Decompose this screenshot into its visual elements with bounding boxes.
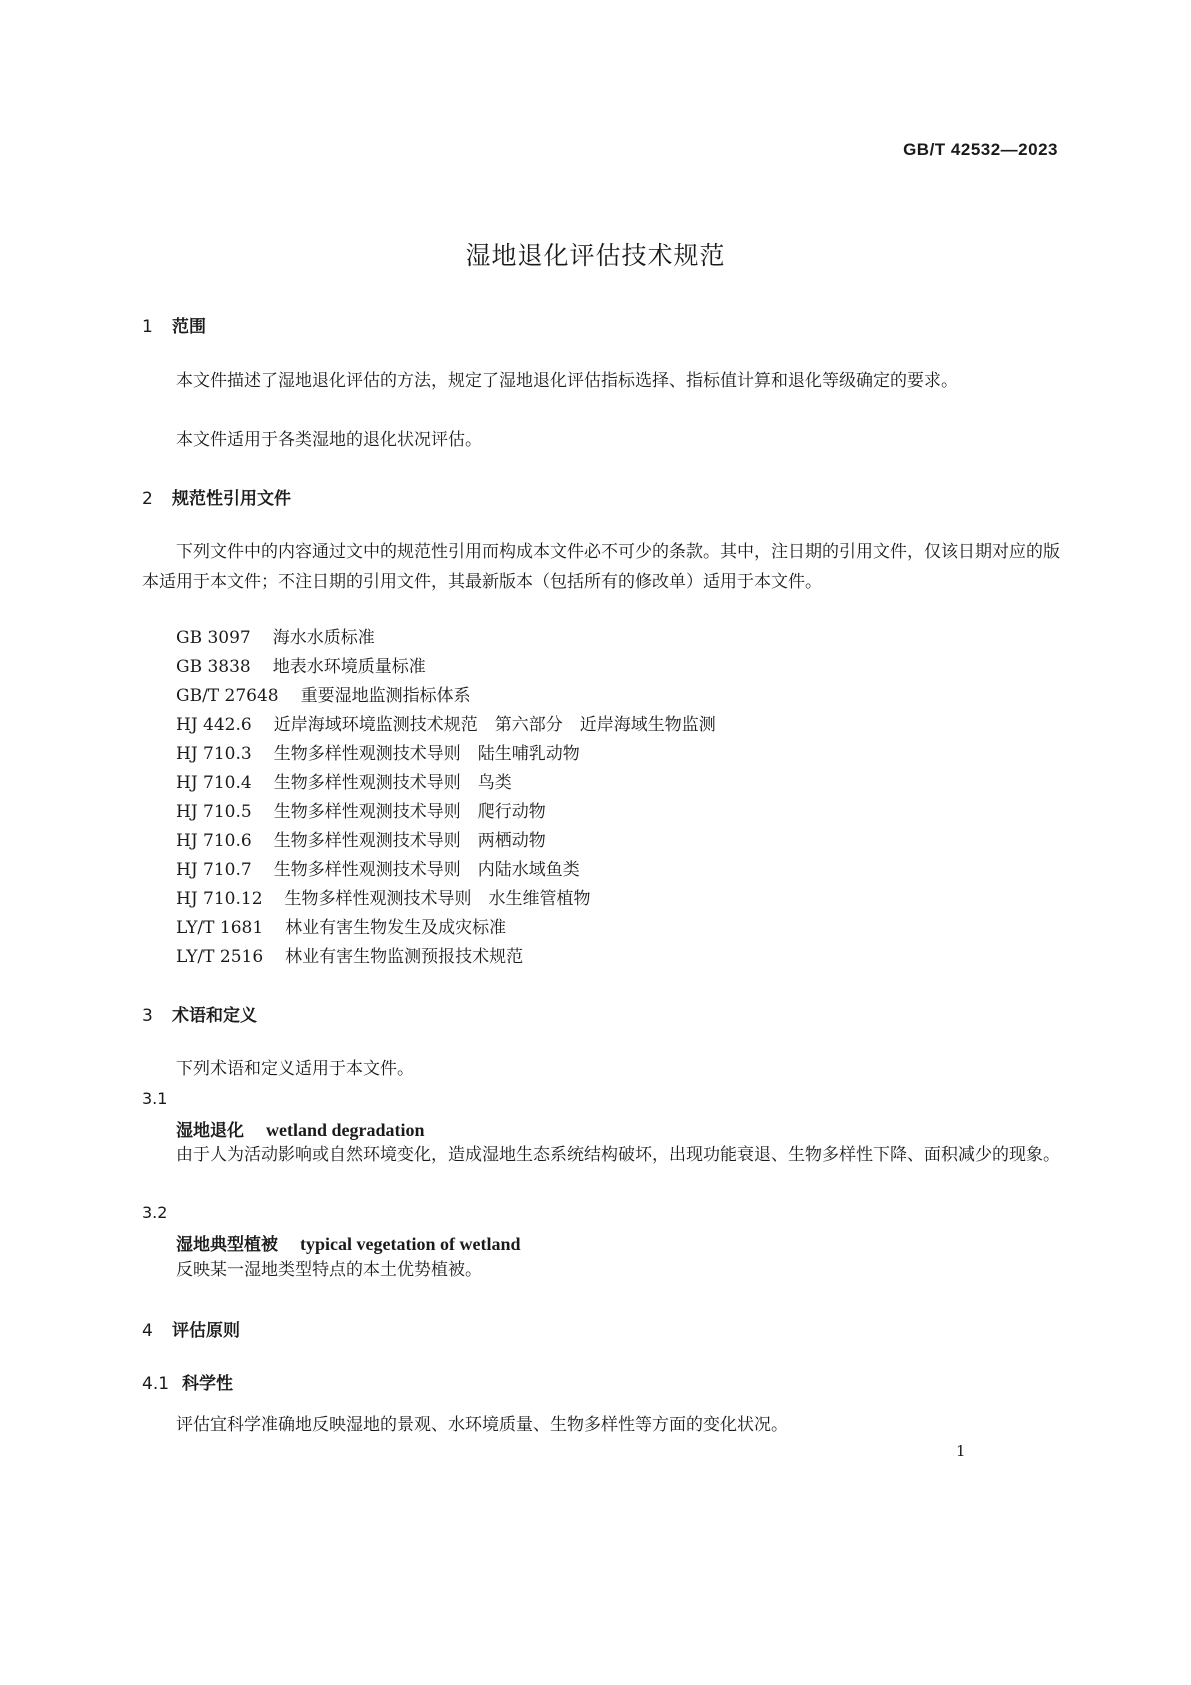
reference-code: HJ 710.4 <box>176 773 252 793</box>
reference-code: HJ 710.6 <box>176 831 252 851</box>
section-2-heading <box>142 484 291 509</box>
reference-title: 生物多样性观测技术导则 鸟类 <box>273 773 512 793</box>
section-1-heading <box>142 312 206 337</box>
subsection-title: 科学性 <box>182 1374 233 1394</box>
reference-code: HJ 710.3 <box>176 744 252 764</box>
reference-item <box>176 681 471 711</box>
reference-code: LY/T 1681 <box>176 918 264 938</box>
term-definition: 反映某一湿地类型特点的本土优势植被。 <box>176 1260 482 1280</box>
term-number: 3.2 <box>142 1203 168 1222</box>
section-2-paragraph: 下列文件中的内容通过文中的规范性引用而构成本文件必不可少的条款。其中，注日期的引用文件，仅该日期对应的版本适用于本文件；不注日期的引用文件，其最新版本（包括所有的修改单）适用于本文件。 <box>142 542 1060 592</box>
reference-item <box>176 710 716 740</box>
reference-item <box>176 855 580 885</box>
standard-code: GB/T 42532—2023 <box>903 140 1058 159</box>
reference-item <box>176 623 375 653</box>
term-en: wetland degradation <box>266 1120 425 1140</box>
section-title: 术语和定义 <box>172 1006 257 1026</box>
reference-title: 生物多样性观测技术导则 陆生哺乳动物 <box>273 744 580 764</box>
reference-title: 林业有害生物发生及成灾标准 <box>285 918 507 938</box>
reference-title: 重要湿地监测指标体系 <box>300 686 471 706</box>
reference-title: 生物多样性观测技术导则 水生维管植物 <box>284 889 591 909</box>
section-1-paragraph-1: 本文件描述了湿地退化评估的方法，规定了湿地退化评估指标选择、指标值计算和退化等级确定的要求。 <box>176 371 958 391</box>
term-title <box>176 1230 520 1255</box>
reference-item <box>176 884 591 914</box>
reference-item <box>176 942 523 972</box>
reference-code: HJ 710.12 <box>176 889 263 909</box>
section-number: 3 <box>142 1006 153 1026</box>
reference-code: LY/T 2516 <box>176 947 264 967</box>
reference-item <box>176 739 580 769</box>
section-1-paragraph-2: 本文件适用于各类湿地的退化状况评估。 <box>176 430 482 450</box>
section-4-heading <box>142 1316 240 1341</box>
reference-item <box>176 768 512 798</box>
section-number: 2 <box>142 489 153 509</box>
page-number: 1 <box>956 1442 966 1460</box>
reference-title: 近岸海域环境监测技术规范 第六部分 近岸海域生物监测 <box>273 715 716 735</box>
term-number: 3.1 <box>142 1089 168 1108</box>
subsection-4-1-text: 评估宜科学准确地反映湿地的景观、水环境质量、生物多样性等方面的变化状况。 <box>176 1415 788 1435</box>
term-definition: 由于人为活动影响或自然环境变化，造成湿地生态系统结构破坏，出现功能衰退、生物多样性下降、面积减少的现象。 <box>176 1145 1060 1165</box>
reference-code: HJ 710.7 <box>176 860 252 880</box>
reference-title: 林业有害生物监测预报技术规范 <box>285 947 524 967</box>
subsection-4-1-heading <box>142 1369 233 1394</box>
section-title: 范围 <box>172 317 206 337</box>
section-3-heading <box>142 1001 257 1026</box>
reference-title: 海水水质标准 <box>272 628 375 648</box>
reference-item <box>176 797 546 827</box>
term-en: typical vegetation of wetland <box>300 1234 521 1254</box>
document-title: 湿地退化评估技术规范 <box>465 241 726 270</box>
reference-code: HJ 710.5 <box>176 802 252 822</box>
term-title <box>176 1116 425 1141</box>
reference-title: 生物多样性观测技术导则 内陆水域鱼类 <box>273 860 580 880</box>
reference-code: GB 3838 <box>176 657 251 677</box>
section-title: 评估原则 <box>172 1321 240 1341</box>
reference-code: HJ 442.6 <box>176 715 252 735</box>
section-title: 规范性引用文件 <box>172 489 291 509</box>
section-3-intro: 下列术语和定义适用于本文件。 <box>176 1059 414 1079</box>
subsection-number: 4.1 <box>142 1374 170 1394</box>
reference-item <box>176 652 426 682</box>
reference-title: 生物多样性观测技术导则 两栖动物 <box>273 831 546 851</box>
term-zh: 湿地退化 <box>176 1121 244 1141</box>
reference-title: 生物多样性观测技术导则 爬行动物 <box>273 802 546 822</box>
reference-item <box>176 826 546 856</box>
reference-item <box>176 913 506 943</box>
term-zh: 湿地典型植被 <box>176 1235 278 1255</box>
reference-code: GB 3097 <box>176 628 251 648</box>
reference-title: 地表水环境质量标准 <box>272 657 426 677</box>
section-number: 4 <box>142 1321 153 1341</box>
section-number: 1 <box>142 317 153 337</box>
reference-code: GB/T 27648 <box>176 686 279 706</box>
